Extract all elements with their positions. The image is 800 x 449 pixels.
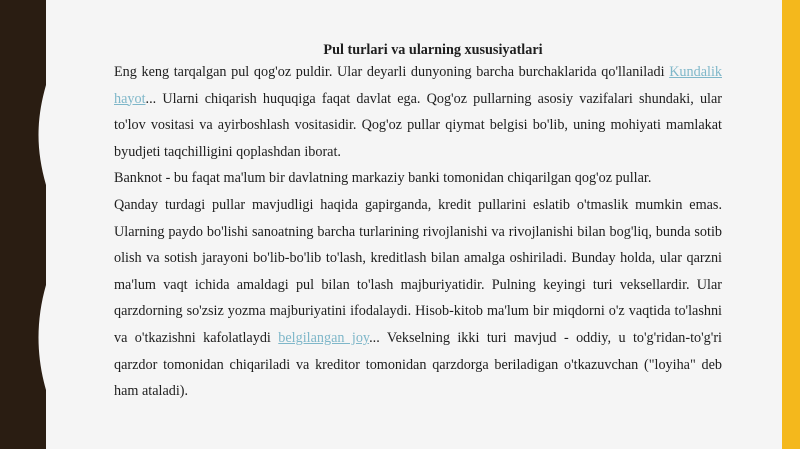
paragraph-1-text-end: ... Ularni chiqarish huquqiga faqat davlat ega. Qog'oz pullarning asosiy vazifalari shundaki, ular to'lov vositasi va ayirboshlash vositasidir. Qog'oz pullar qiymat belgisi bo'lib, uning mohiyati mamlakat byudjeti taqchilligini qoplashdan iborat. [114, 90, 722, 160]
paragraph-3 [114, 192, 722, 405]
paragraph-3-text-end: ... Vekselning ikki turi mavjud - oddiy, u to'g'ridan-to'g'ri qarzdor tomonidan chiqariladi va kreditor tomonidan qarzdorga beriladigan o'tkazuvchan ("loyiha" deb ham ataladi). [114, 329, 722, 400]
paragraph-2: Banknot - bu faqat ma'lum bir davlatning markaziy banki tomonidan chiqarilgan qog'oz pullar. [114, 170, 652, 187]
slide-content [114, 41, 722, 405]
slide-title: Pul turlari va ularning xususiyatlari [323, 42, 543, 58]
link-kundalik-hayot[interactable]: Kundalik hayot [114, 64, 722, 107]
accent-bar [782, 0, 800, 449]
paragraph-1 [114, 59, 722, 165]
link-belgilangan-joy[interactable]: belgilangan joy [278, 329, 370, 346]
paragraph-1-text-start: Eng keng tarqalgan pul qog'oz puldir. Ular deyarli dunyoning barcha burchaklarida qo'llaniladi [114, 64, 670, 80]
paragraph-3-text-start: Qanday turdagi pullar mavjudligi haqida gapirganda, kredit pullarini eslatib o'tmaslik mumkin emas. Ularning paydo bo'lishi sanoatning barcha turlarining rivojlanishi va rivojlanishi bilan bog'liq, bunda sotib olish va sotish jarayoni bo'lib-bo'lib to'lash, kreditlash bilan amalga oshiriladi. Bunday holda, ular qarzni ma'lum vaqt ichida amaldagi pul bilan to'lash majburiyatidir. Pulning keyingi turi veksellardir. Ular qarzdorning so'zsiz yozma majburiyatini ifodalaydi. Hisob-kitob ma'lum bir miqdorni o'z vaqtida to'lashni va o'tkazishni kafolatlaydi [114, 196, 722, 346]
slide-wavy-edge [20, 0, 80, 449]
